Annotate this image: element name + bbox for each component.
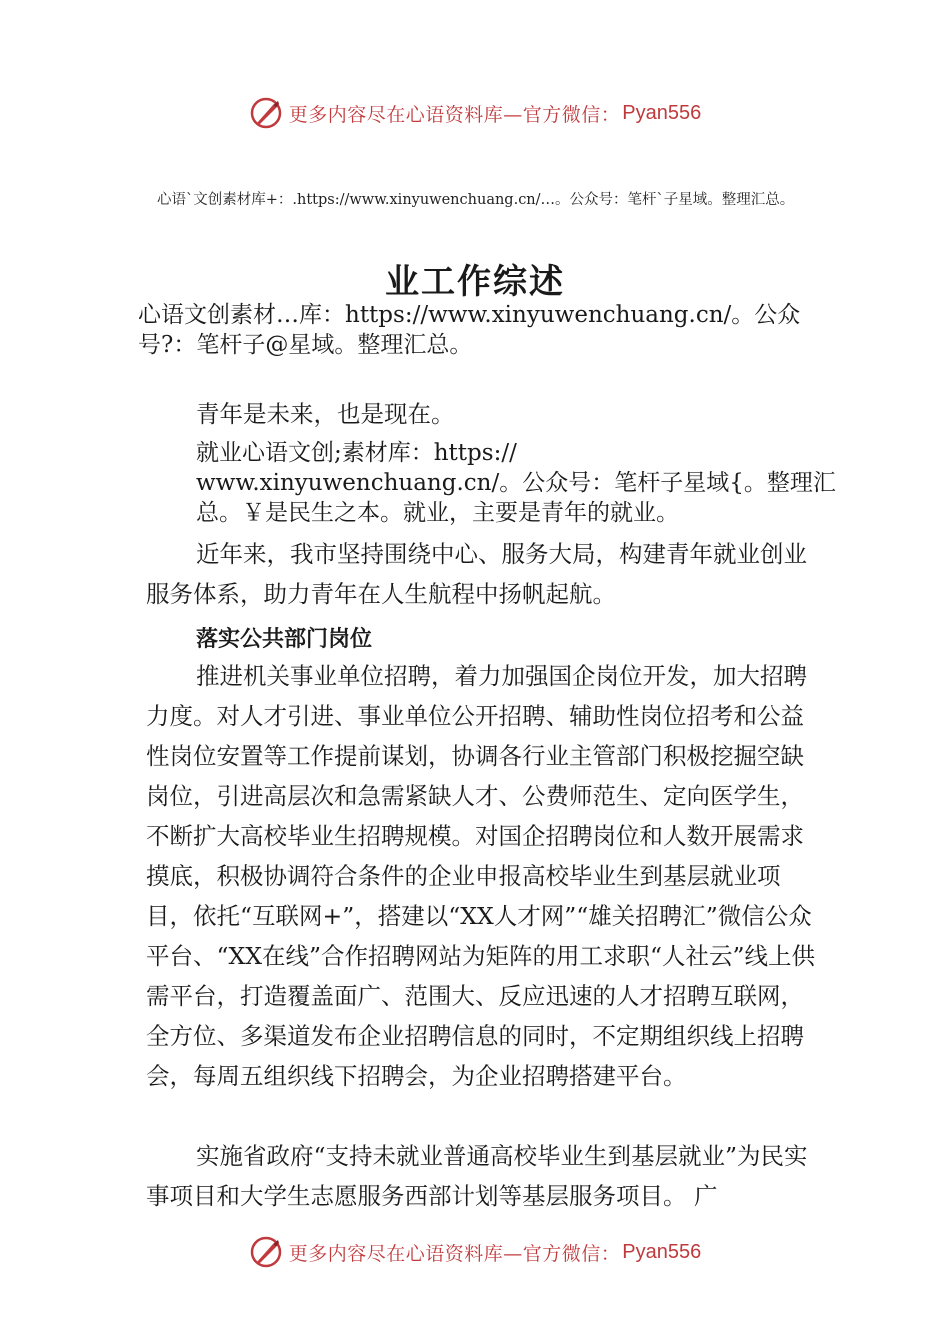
source-note-small: 心语`文创素材库+：.https://www.xinyuwenchuang.cn/…。公众号：笔杆`子星域。整理汇总。 <box>157 192 795 208</box>
paragraph-source-ad-line1: 就业心语文创;素材库：https:// <box>196 440 517 466</box>
banner-text: 更多内容尽在心语资料库—官方微信： <box>288 1242 621 1265</box>
quill-pen-logo-icon <box>249 1235 283 1269</box>
paragraph-youth: 青年是未来，也是现在。 <box>196 400 455 428</box>
paragraph-source-ad-line2: www.xinyuwenchuang.cn/。公众号：笔杆子星域{。整理汇总。￥是民生之本。就业，主要是青年的就业。 <box>196 470 836 526</box>
banner-text: 更多内容尽在心语资料库—官方微信： <box>288 103 621 126</box>
banner-wechat-id: Pyan556 <box>622 101 702 124</box>
paragraph-recent: 近年来，我市坚持围绕中心、服务大局，构建青年就业创业服务体系，助力青年在人生航程中扬帆起航。 <box>146 540 807 608</box>
quill-pen-logo-icon <box>249 96 283 130</box>
paragraph-grassroots: 实施省政府“支持未就业普通高校毕业生到基层就业”为民实事项目和大学生志愿服务西部计划等基层服务项目。 广 <box>146 1142 808 1210</box>
paragraph-source-ad <box>196 438 836 528</box>
page-title: 业工作综述 <box>385 262 565 302</box>
banner-wechat-id: Pyan556 <box>622 1240 702 1263</box>
source-note-large: 心语文创素材…库：https://www.xinyuwenchuang.cn/。公众号?：笔杆子@星域。整理汇总。 <box>138 302 801 358</box>
section-heading: 落实公共部门岗位 <box>196 627 373 652</box>
footer-banner <box>0 1232 950 1272</box>
header-banner <box>0 93 950 133</box>
paragraph-recruitment: 推进机关事业单位招聘，着力加强国企岗位开发，加大招聘力度。对人才引进、事业单位公开招聘、辅助性岗位招考和公益性岗位安置等工作提前谋划，协调各行业主管部门积极挖掘空缺岗位，引进高层次和急需紧缺人才、公费师范生、定向医学生，不断扩大高校毕业生招聘规模。对国企招聘岗位和人数开展需求摸底，积极协调符合条件的企业申报高校毕业生到基层就业项目，依托“互联网+”，搭建以“XX人才网”“雄关招聘汇”微信公众平台、“XX在线”合作招聘网站为矩阵的用工求职“人社云”线上供需平台，打造覆盖面广、范围大、反应迅速的人才招聘互联网，全方位、多渠道发布企业招聘信息的同时，不定期组织线上招聘会，每周五组织线下招聘会，为企业招聘搭建平台。 <box>146 662 816 1090</box>
